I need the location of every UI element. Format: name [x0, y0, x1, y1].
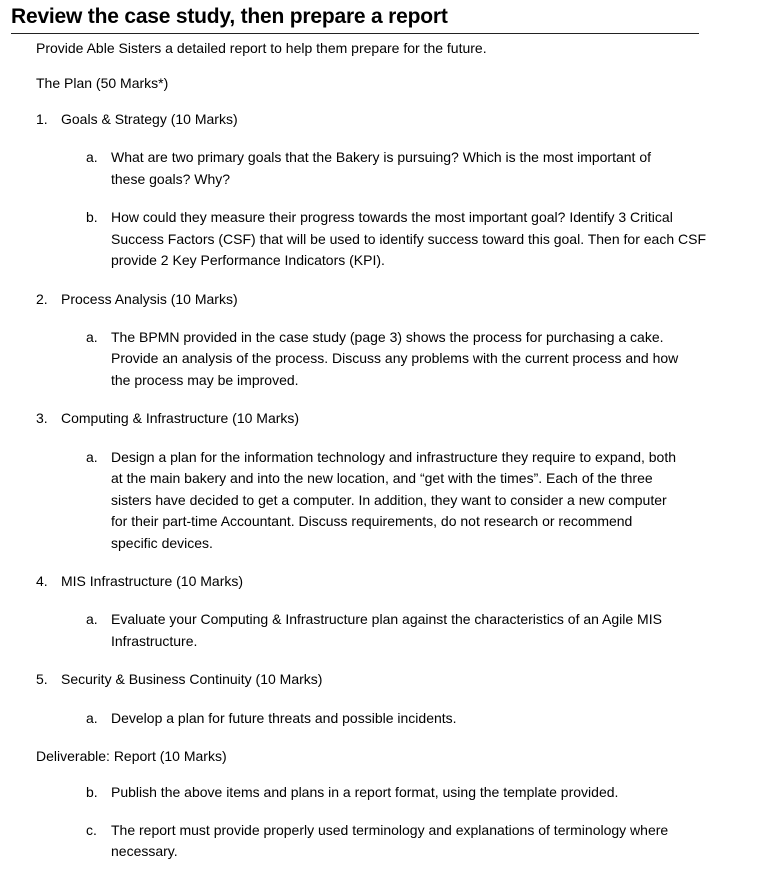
section-number: 1.: [36, 111, 48, 127]
section-number: 3.: [36, 410, 48, 426]
item-letter: c.: [86, 822, 97, 838]
section-number: 4.: [36, 573, 48, 589]
section-heading: Goals & Strategy (10 Marks): [61, 111, 238, 127]
item-letter: a.: [86, 149, 98, 165]
item-letter: b.: [86, 209, 98, 225]
page-title: Review the case study, then prepare a report: [11, 5, 448, 28]
item-text-line: sisters have decided to get a computer. In addition, they want to consider a new computer: [111, 492, 667, 508]
item-letter: a.: [86, 611, 98, 627]
item-text-line: How could they measure their progress towards the most important goal? Identify 3 Critical: [111, 209, 673, 225]
item-text-line: Success Factors (CSF) that will be used to identify success toward this goal. Then for each CSF: [111, 231, 706, 247]
item-text-line: Provide an analysis of the process. Discuss any problems with the current process and how: [111, 350, 679, 366]
section-heading: Security & Business Continuity (10 Marks): [61, 671, 323, 687]
section-number: 5.: [36, 671, 48, 687]
item-text-line: The BPMN provided in the case study (page 3) shows the process for purchasing a cake.: [111, 329, 664, 345]
item-letter: b.: [86, 784, 98, 800]
item-text-line: Design a plan for the information technology and infrastructure they require to expand, both: [111, 449, 677, 465]
item-text-line: provide 2 Key Performance Indicators (KPI).: [111, 252, 385, 268]
item-letter: a.: [86, 710, 98, 726]
item-text-line: these goals? Why?: [111, 171, 231, 187]
item-letter: a.: [86, 329, 98, 345]
item-letter: a.: [86, 449, 98, 465]
item-text-line: What are two primary goals that the Bakery is pursuing? Which is the most important of: [111, 149, 652, 165]
item-text-line: necessary.: [111, 843, 178, 859]
item-text-line: Evaluate your Computing & Infrastructure plan against the characteristics of an Agile MIS: [111, 611, 662, 627]
intro-paragraph: Provide Able Sisters a detailed report to help them prepare for the future.: [36, 40, 487, 56]
item-text-line: Develop a plan for future threats and possible incidents.: [111, 710, 457, 726]
item-text-line: specific devices.: [111, 535, 213, 551]
section-heading: Computing & Infrastructure (10 Marks): [61, 410, 300, 426]
item-text-line: for their part-time Accountant. Discuss requirements, do not research or recommend: [111, 513, 633, 529]
section-number: 2.: [36, 291, 48, 307]
deliverable-heading: Deliverable: Report (10 Marks): [36, 748, 227, 764]
section-heading: Process Analysis (10 Marks): [61, 291, 238, 307]
plan-heading: The Plan (50 Marks*): [36, 75, 169, 91]
section-heading: MIS Infrastructure (10 Marks): [61, 573, 244, 589]
item-text-line: Publish the above items and plans in a report format, using the template provided.: [111, 784, 619, 800]
title-underline: [11, 33, 699, 34]
item-text-line: Infrastructure.: [111, 633, 198, 649]
item-text-line: the process may be improved.: [111, 372, 299, 388]
item-text-line: at the main bakery and into the new location, and “get with the times”. Each of the three: [111, 470, 653, 486]
item-text-line: The report must provide properly used terminology and explanations of terminology where: [111, 822, 669, 838]
